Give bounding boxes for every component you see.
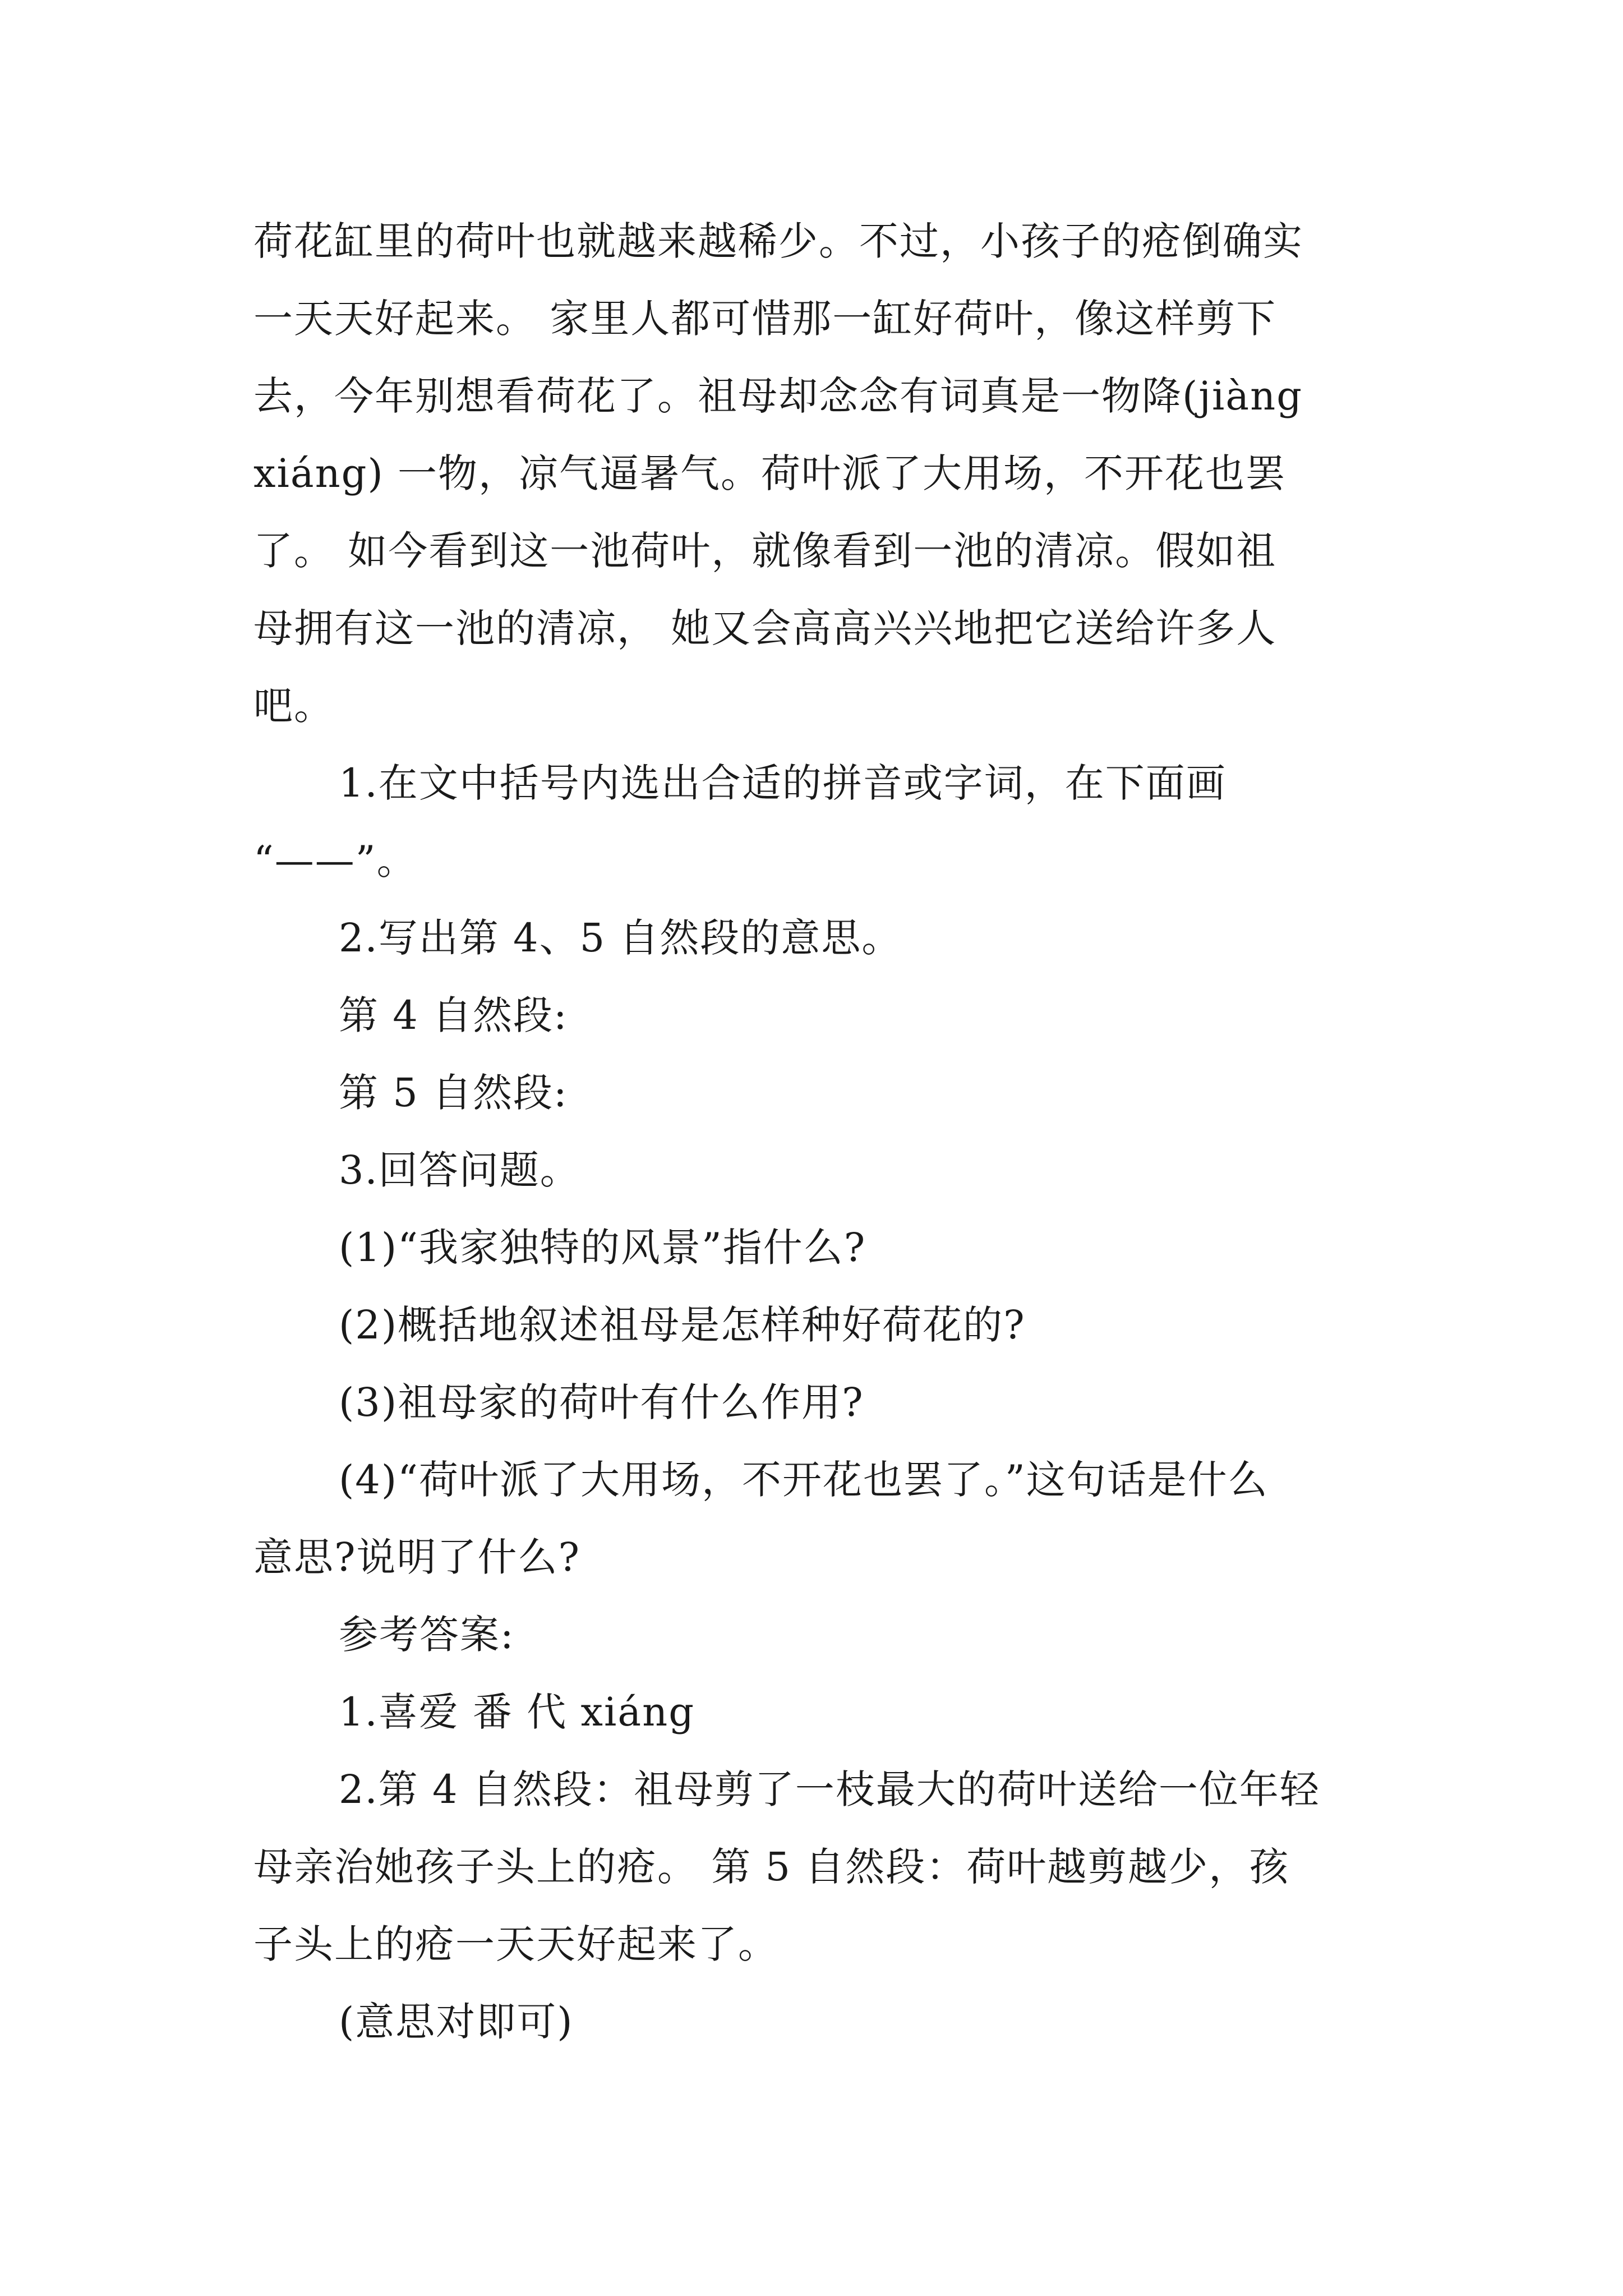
question-2-para4: 第 4 自然段: <box>339 992 568 1038</box>
answers-heading: 参考答案: <box>339 1612 515 1658</box>
question-3-sub-1: (1)“我家独特的风景”指什么? <box>339 1225 866 1271</box>
question-2-para5: 第 5 自然段: <box>339 1070 568 1116</box>
answer-2-line-1: 2.第 4 自然段：祖母剪了一枝最大的荷叶送给一位年轻 <box>339 1766 1320 1812</box>
answer-1: 1.喜爱 番 代 xiáng <box>339 1689 695 1735</box>
question-1-line-2: “——”。 <box>253 838 417 884</box>
passage-line-1: 荷花缸里的荷叶也就越来越稀少。不过，小孩子的疮倒确实 <box>253 218 1303 264</box>
passage-line-5: 了。 如今看到这一池荷叶，就像看到一池的清凉。假如祖 <box>253 528 1277 574</box>
answer-2-line-3: 子头上的疮一天天好起来了。 <box>253 1921 778 1967</box>
passage-line-4: xiáng) 一物，凉气逼暑气。荷叶派了大用场，不开花也罢 <box>253 450 1287 496</box>
passage-line-7: 吧。 <box>253 683 334 729</box>
question-2-prompt: 2.写出第 4、5 自然段的意思。 <box>339 915 902 961</box>
passage-line-2: 一天天好起来。 家里人都可惜那一缸好荷叶，像这样剪下 <box>253 296 1277 342</box>
passage-line-3: 去，今年别想看荷花了。祖母却念念有词真是一物降(jiàng <box>253 373 1303 419</box>
passage-line-6: 母拥有这一池的清凉， 她又会高高兴兴地把它送给许多人 <box>253 605 1277 651</box>
question-3-sub-4-line-1: (4)“荷叶派了大用场，不开花也罢了。”这句话是什么 <box>339 1457 1269 1503</box>
question-3-prompt: 3.回答问题。 <box>339 1147 580 1193</box>
question-3-sub-3: (3)祖母家的荷叶有什么作用? <box>339 1379 864 1425</box>
answer-note: (意思对即可) <box>339 1999 574 2045</box>
question-1-line-1: 1.在文中括号内选出合适的拼音或字词，在下面画 <box>339 760 1227 806</box>
question-3-sub-2: (2)概括地叙述祖母是怎样种好荷花的? <box>339 1302 1026 1348</box>
question-3-sub-4-line-2: 意思?说明了什么? <box>253 1534 581 1580</box>
answer-2-line-2: 母亲治她孩子头上的疮。 第 5 自然段：荷叶越剪越少，孩 <box>253 1844 1290 1890</box>
